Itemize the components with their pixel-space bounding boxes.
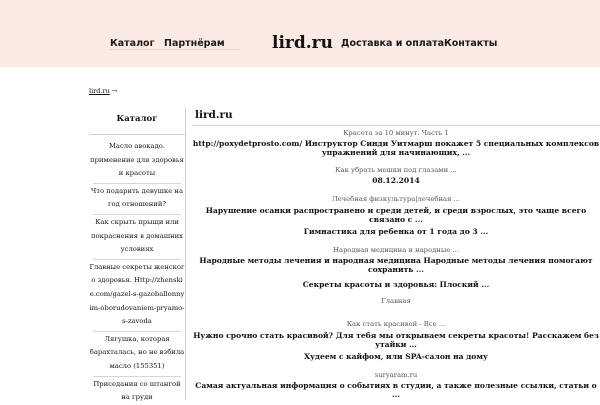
article-title[interactable]: Худеем с кайфом, или SPA-салон на дому	[304, 352, 488, 361]
article-date: 08.12.2014	[372, 176, 420, 185]
sidebar-item[interactable]: Главные секреты женского здоровья. Http://zhenskie.com/gazel-s-gazoballonnyim-oborudovaniem-pryamo-s-zavoda	[89, 262, 185, 326]
article-category[interactable]: Как стать красивой - Все ...	[346, 320, 446, 328]
article-category[interactable]: Лечебная физкультура|лечебная ...	[331, 195, 461, 203]
article-title[interactable]: Секреты красоты и здоровья: Плоский ...	[302, 280, 490, 289]
divider	[93, 331, 181, 332]
divider	[93, 214, 181, 215]
article-title[interactable]: Гимнастика для ребенка от 1 года до 3 ...	[303, 227, 489, 236]
breadcrumb-home-link[interactable]: lird.ru	[89, 87, 110, 95]
article-category[interactable]: Как убрать мешки под глазами ...	[335, 166, 457, 174]
breadcrumb	[89, 87, 117, 95]
article-title[interactable]: http://poxydetprosto.com/ Инструктор Синди Уитмарш покажет 5 специальных комплексов упражнений для начинающих, ...	[192, 139, 600, 157]
sidebar-item[interactable]: Что подарить девушке на год отношений?	[91, 186, 183, 209]
article-category[interactable]: Народная медицина и народные ...	[333, 246, 459, 254]
article-title[interactable]: Народные методы лечения и народная медицина Народные методы лечения помогают сохранить ...	[199, 256, 593, 274]
sidebar-item[interactable]: Лягушка, которая барахталась, но не взбила масло (155351)	[89, 334, 185, 370]
divider	[93, 259, 181, 260]
article-source[interactable]: suryaram.ru	[374, 371, 418, 379]
sidebar-divider	[185, 108, 186, 400]
divider	[192, 125, 600, 126]
article-title[interactable]: Нарушение осанки распространено и среди детей, и среди взрослых, это чаще всего связано с ...	[205, 206, 587, 224]
sidebar-list	[89, 140, 185, 405]
nav-contacts[interactable]: Контакты	[444, 38, 498, 49]
arrow-right-icon: →	[111, 87, 118, 95]
nav-catalog[interactable]: Каталог	[110, 38, 155, 49]
sidebar-item[interactable]: Масло авокадо. применение для здоровья и красоты	[90, 142, 184, 178]
nav-delivery[interactable]: Доставка и оплата	[341, 38, 445, 49]
article-title[interactable]: Самая актуальная информация о событиях в студии, а также полезные ссылки, статьи о ...	[195, 381, 597, 399]
sidebar-title: Каталог	[116, 114, 158, 124]
article-category[interactable]: Главная	[381, 297, 411, 305]
nav-underline	[110, 49, 240, 50]
nav-partners[interactable]: Партнёрам	[164, 38, 225, 49]
divider	[89, 134, 185, 135]
divider	[93, 376, 181, 377]
article-title[interactable]: Нужно срочно стать красивой? Для тебя мы открываем секреты красоты! Расскажем без утайки ...	[193, 331, 599, 349]
article-category[interactable]: Красота за 10 минут. Часть 1	[343, 129, 449, 137]
sidebar-item[interactable]: Приседания со штангой на груди	[93, 379, 181, 402]
divider	[93, 183, 181, 184]
site-logo[interactable]: lird.ru	[272, 33, 333, 53]
sidebar-item[interactable]: Как скрыть прыщи или покраснения в домашних условиях	[91, 217, 183, 254]
page-title: lird.ru	[195, 109, 233, 121]
